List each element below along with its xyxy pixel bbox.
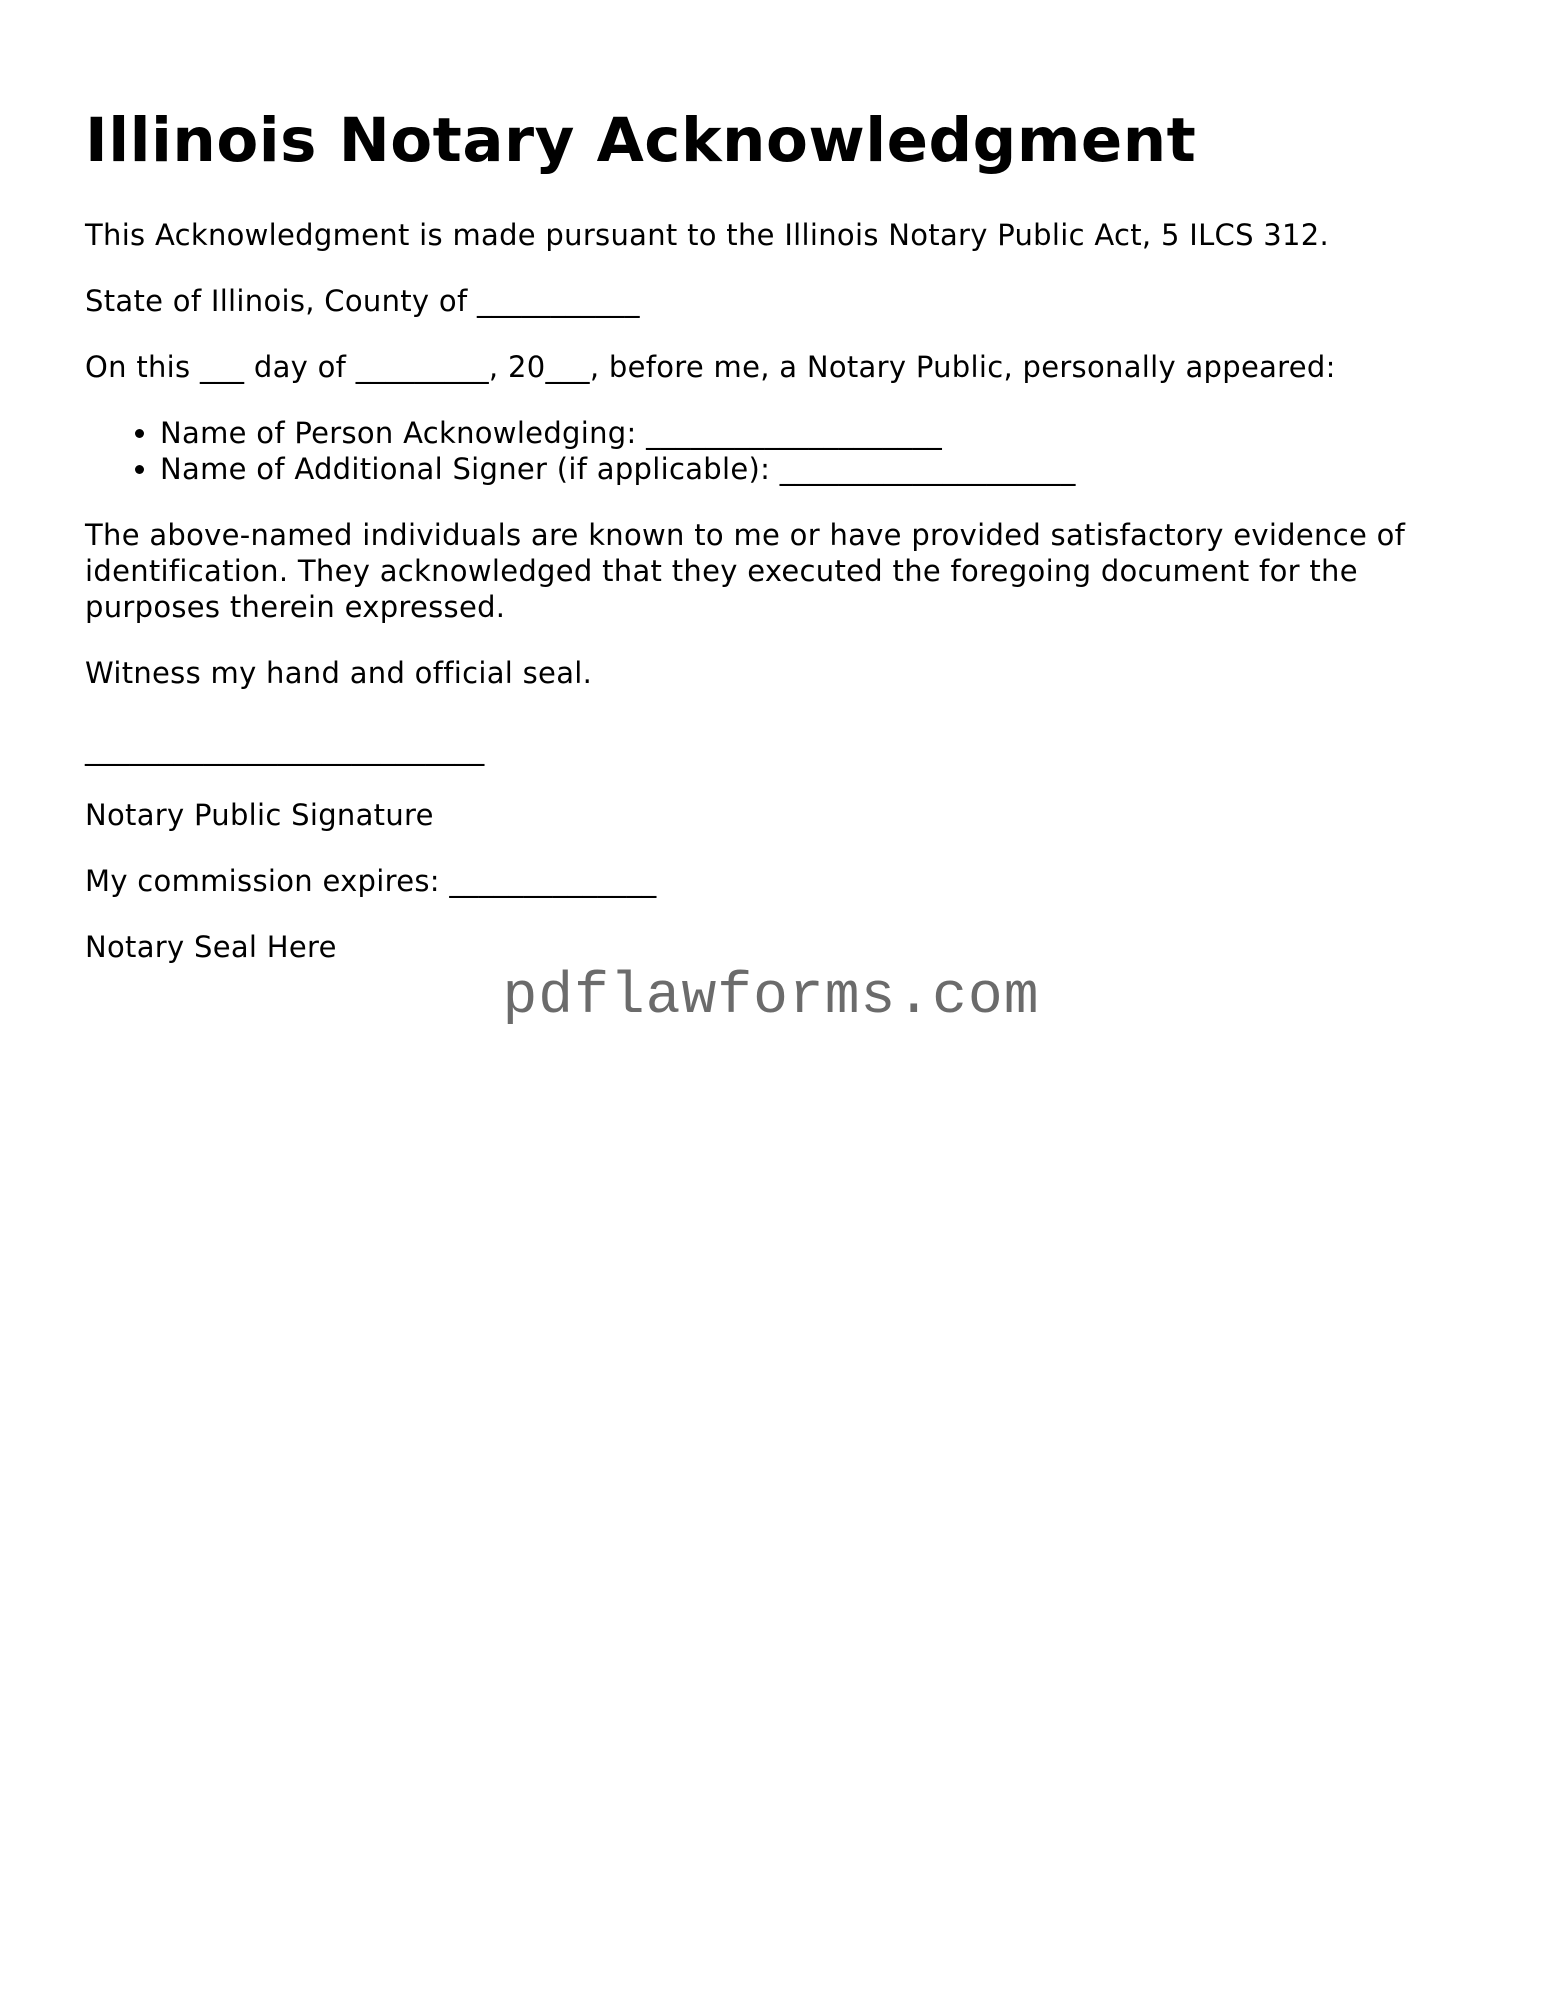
county-line: State of Illinois, County of ___________: [85, 284, 640, 318]
intro-paragraph: This Acknowledgment is made pursuant to the Illinois Notary Public Act, 5 ILCS 312.: [85, 218, 1330, 252]
seal-label: Notary Seal Here: [85, 930, 337, 964]
commission-expires-line: My commission expires: ______________: [85, 864, 657, 898]
signature-label: Notary Public Signature: [85, 798, 434, 832]
witness-line: Witness my hand and official seal.: [85, 656, 593, 690]
signer-item-additional: • Name of Additional Signer (if applicable): ____________________: [160, 451, 1465, 487]
signer-list: [85, 415, 1465, 487]
watermark: pdflawforms.com: [502, 965, 1040, 1030]
signature-blank: ___________________________: [85, 732, 485, 766]
document-page: [85, 105, 1465, 995]
document-title: Illinois Notary Acknowledgment: [85, 105, 1197, 176]
identification-statement: The above-named individuals are known to me or have provided satisfactory evidence of identification. They acknowledged that they executed the foregoing document for the purposes therein expressed.: [85, 518, 1406, 624]
date-line: On this ___ day of _________, 20___, before me, a Notary Public, personally appeared:: [85, 350, 1336, 384]
signer-item-primary: • Name of Person Acknowledging: ____________________: [160, 415, 1465, 451]
